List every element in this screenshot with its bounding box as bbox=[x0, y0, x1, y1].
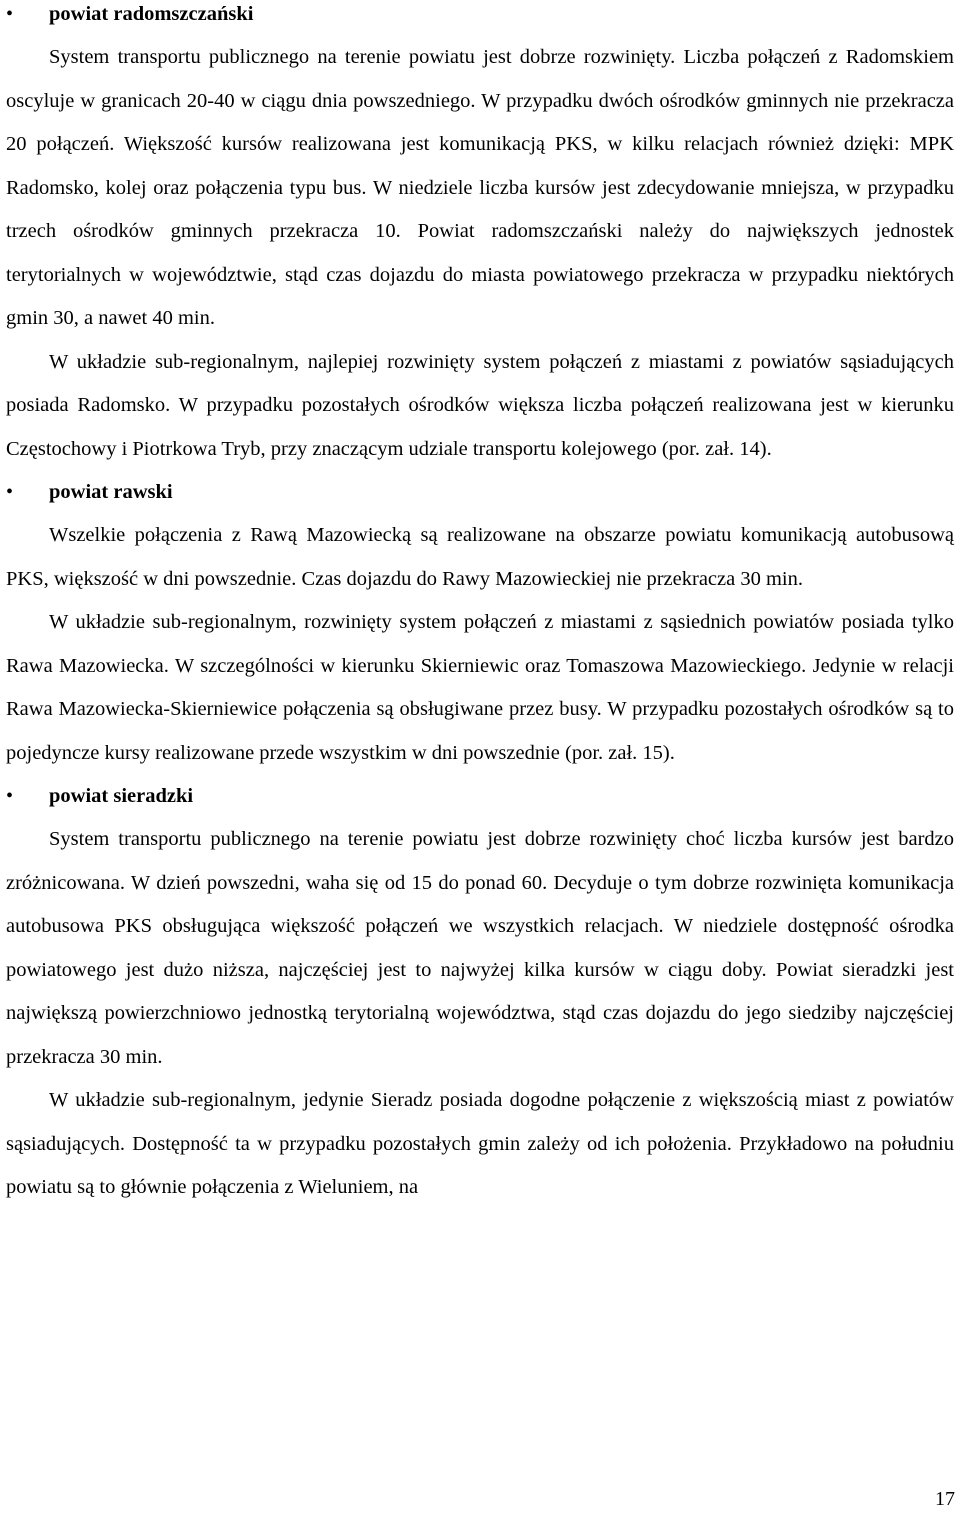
paragraph: W układzie sub-regionalnym, jedynie Sieradz posiada dogodne połączenie z większością miast z powiatów sąsiadujących. Dostępność ta w przypadku pozostałych gmin zależy od ich położenia. Przykładowo na południu powiatu są to głównie połączenia z Wieluniem, na bbox=[6, 1089, 954, 1198]
section-sieradzki bbox=[6, 775, 954, 1210]
section-heading-row bbox=[6, 0, 954, 36]
page-number: 17 bbox=[935, 1488, 955, 1510]
bullet-icon: • bbox=[6, 3, 14, 25]
section-heading: powiat rawski bbox=[49, 481, 173, 503]
paragraph: Wszelkie połączenia z Rawą Mazowiecką są realizowane na obszarze powiatu komunikacją autobusową PKS, większość w dni powszednie. Czas dojazdu do Rawy Mazowieckiej nie przekracza 30 min. bbox=[6, 524, 954, 590]
section-heading: powiat radomszczański bbox=[49, 3, 254, 25]
paragraph: W układzie sub-regionalnym, najlepiej rozwinięty system połączeń z miastami z powiatów sąsiadujących posiada Radomsko. W przypadku pozostałych ośrodków większa liczba połączeń realizowana jest w kierunku Częstochowy i Piotrkowa Tryb, przy znaczącym udziale transportu kolejowego (por. zał. 14). bbox=[6, 350, 954, 460]
section-heading-row bbox=[6, 471, 954, 514]
paragraph: W układzie sub-regionalnym, rozwinięty system połączeń z miastami z sąsiednich powiatów posiada tylko Rawa Mazowiecka. W szczególności w kierunku Skierniewic oraz Tomaszowa Mazowieckiego. Jedynie w relacji Rawa Mazowiecka-Skierniewice połączenia są obsługiwane przez busy. W przypadku pozostałych ośrodków są to pojedyncze kursy realizowane przede wszystkim w dni powszednie (por. zał. 15). bbox=[6, 611, 954, 764]
section-heading: powiat sieradzki bbox=[49, 785, 194, 807]
section-heading-row bbox=[6, 775, 954, 818]
bullet-icon: • bbox=[6, 481, 14, 503]
paragraph: System transportu publicznego na terenie powiatu jest dobrze rozwinięty. Liczba połączeń z Radomskiem oscyluje w granicach 20-40 w ciągu dnia powszedniego. W przypadku dwóch ośrodków gminnych nie przekracza 20 połączeń. Większość kursów realizowana jest komunikacją PKS, w kilku relacjach również dzięki: MPK Radomsko, kolej oraz połączenia typu bus. W niedziele liczba kursów jest zdecydowanie mniejsza, w przypadku trzech ośrodków gminnych przekracza 10. Powiat radomszczański należy do największych jednostek terytorialnych w województwie, stąd czas dojazdu do miasta powiatowego przekracza w przypadku niektórych gmin 30, a nawet 40 min. bbox=[6, 46, 954, 329]
page-content bbox=[6, 0, 954, 1210]
paragraph: System transportu publicznego na terenie powiatu jest dobrze rozwinięty choć liczba kursów jest bardzo zróżnicowana. W dzień powszedni, waha się od 15 do ponad 60. Decyduje o tym dobrze rozwinięta komunikacja autobusowa PKS obsługująca większość połączeń we wszystkich relacjach. W niedziele dostępność ośrodka powiatowego jest dużo niższa, najczęściej jest to najwyżej kilka kursów w ciągu doby. Powiat sieradzki jest największą powierzchniowo jednostką terytorialną województwa, stąd czas dojazdu do jego siedziby najczęściej przekracza 30 min. bbox=[6, 828, 954, 1068]
section-radomszczanski bbox=[6, 0, 954, 471]
section-rawski bbox=[6, 471, 954, 775]
bullet-icon: • bbox=[6, 785, 14, 807]
